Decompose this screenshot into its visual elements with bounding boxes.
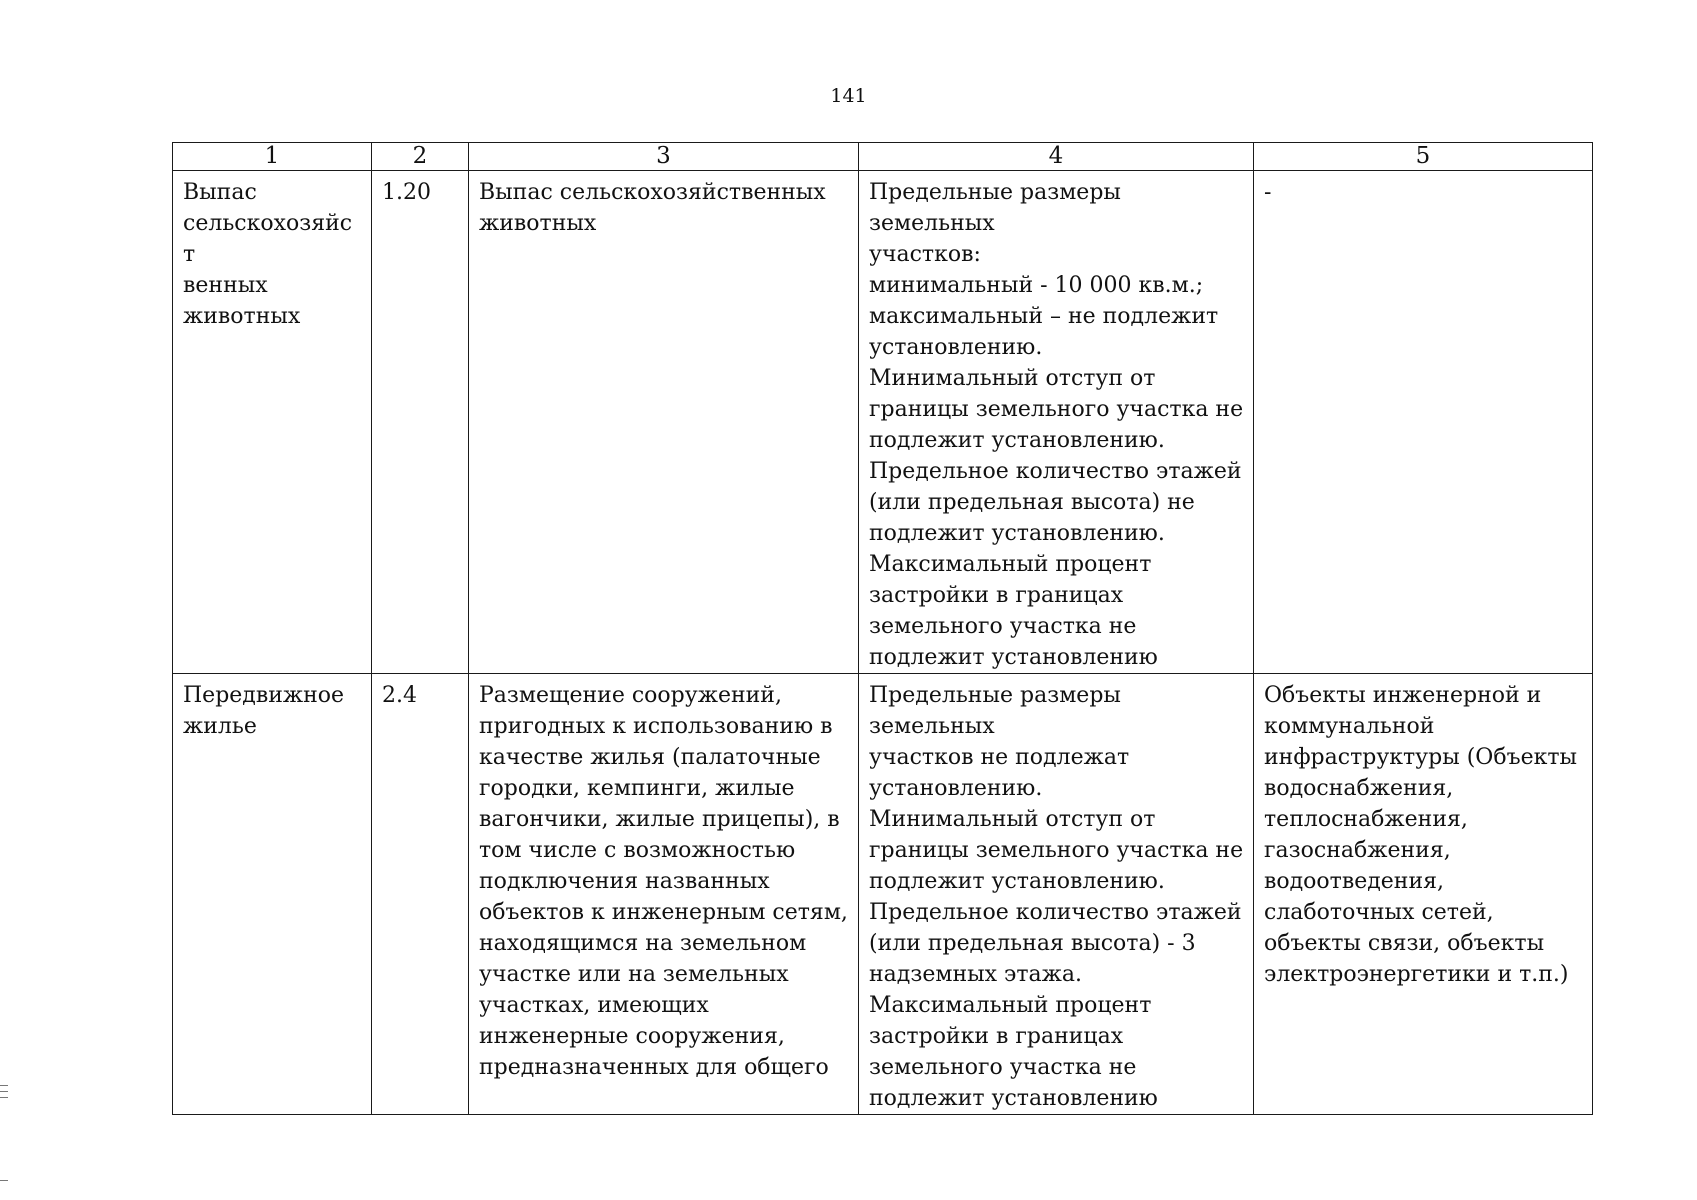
cell-use-name: Выпас сельскохозяйст венных животных [173, 171, 372, 674]
cell-use-note: Объекты инженерной и коммунальной инфраструктуры (Объекты водоснабжения, теплоснабжения, газоснабжения, водоотведения, слаботочных сетей, объекты связи, объекты электроэнергетики и т.п.) [1254, 674, 1593, 1115]
header-col-5: 5 [1254, 143, 1593, 171]
cell-use-parameters: Предельные размеры земельных участков: минимальный - 10 000 кв.м.; максимальный – не подлежит установлению. Минимальный отступ от границы земельного участка не подлежит установлению. Предельное количество этажей (или предельная высота) не подлежит установлению. Максимальный процент застройки в границах земельного участка не подлежит установлению [859, 171, 1254, 674]
header-col-1: 1 [173, 143, 372, 171]
page-number: 141 [830, 85, 867, 107]
cell-use-code: 2.4 [372, 674, 469, 1115]
cell-use-code: 1.20 [372, 171, 469, 674]
scan-margin-mark [0, 1097, 8, 1098]
cell-use-note: - [1254, 171, 1593, 674]
table-header-row [173, 143, 1593, 171]
header-col-3: 3 [469, 143, 859, 171]
table-row [173, 171, 1593, 674]
cell-use-name: Передвижное жилье [173, 674, 372, 1115]
cell-use-parameters: Предельные размеры земельных участков не подлежат установлению. Минимальный отступ от границы земельного участка не подлежит установлению. Предельное количество этажей (или предельная высота) - 3 надземных этажа. Максимальный процент застройки в границах земельного участка не подлежит установлению [859, 674, 1254, 1115]
cell-use-description: Размещение сооружений, пригодных к использованию в качестве жилья (палаточные городки, кемпинги, жилые вагончики, жилые прицепы), в том числе с возможностью подключения названных объектов к инженерным сетям, находящимся на земельном участке или на земельных участках, имеющих инженерные сооружения, предназначенных для общего [469, 674, 859, 1115]
header-col-4: 4 [859, 143, 1254, 171]
scan-margin-mark [0, 1085, 8, 1086]
table-row [173, 674, 1593, 1115]
scan-margin-mark [0, 1091, 8, 1092]
scan-margin-mark [0, 1180, 8, 1181]
zoning-table [172, 142, 1593, 1115]
header-col-2: 2 [372, 143, 469, 171]
cell-use-description: Выпас сельскохозяйственных животных [469, 171, 859, 674]
